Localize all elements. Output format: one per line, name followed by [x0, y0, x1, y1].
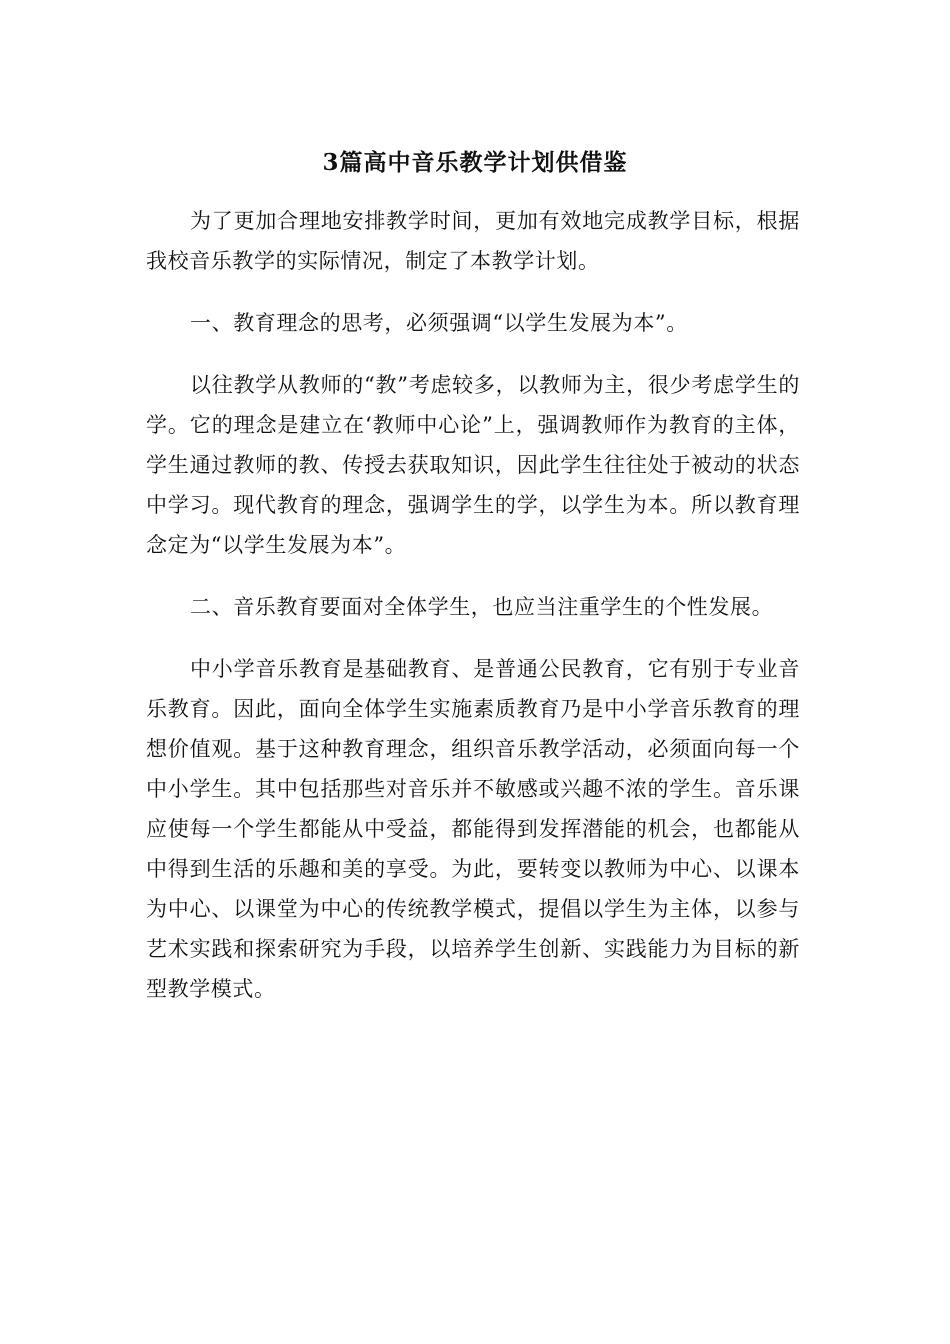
section-heading-2: 二、音乐教育要面对全体学生，也应当注重学生的个性发展。: [190, 595, 774, 619]
document-title: 3篇高中音乐教学计划供借鉴: [322, 149, 628, 176]
intro-paragraph: 为了更加合理地安排教学时间，更加有效地完成教学目标，根据我校音乐教学的实际情况，制定了本教学计划。: [146, 209, 800, 273]
section-paragraph-2: 中小学音乐教育是基础教育、是普通公民教育，它有别于专业音乐教育。因此，面向全体学生实施素质教育乃是中小学音乐教育的理想价值观。基于这种教育理念，组织音乐教学活动，必须面向每一个中小学生。其中包括那些对音乐并不敏感或兴趣不浓的学生。音乐课应使每一个学生都能从中受益，都能得到发挥潜能的机会，也都能从中得到生活的乐趣和美的享受。为此，要转变以教师为中心、以课本为中心、以课堂为中心的传统教学模式，提倡以学生为主体，以参与艺术实践和探索研究为手段，以培养学生创新、实践能力为目标的新型教学模式。: [146, 657, 800, 1001]
document-body: [146, 201, 800, 1031]
section-heading-1: 一、教育理念的思考，必须强调“以学生发展为本”。: [190, 311, 688, 335]
section-paragraph-1: 以往教学从教师的“教”考虑较多，以教师为主，很少考虑学生的学。它的理念是建立在‘教师中心论”上，强调教师作为教育的主体，学生通过教师的教、传授去获取知识，因此学生往往处于被动的状态中学习。现代教育的理念，强调学生的学，以学生为本。所以教育理念定为“以学生发展为本”。: [146, 373, 800, 557]
